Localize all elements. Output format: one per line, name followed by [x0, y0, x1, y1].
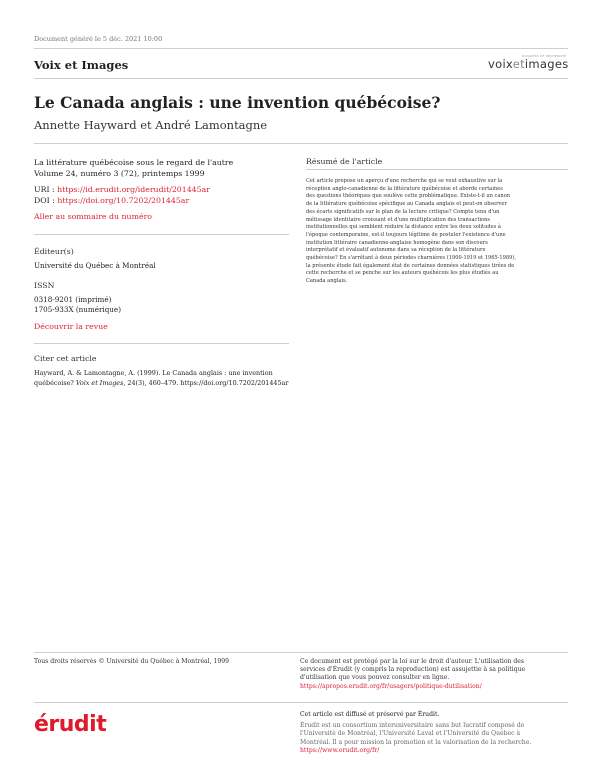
publisher-name: Université du Québec à Montréal	[34, 261, 156, 270]
copyright-notice: Ce document est protégé par la loi sur le droit d'auteur. L'utilisation des services d'Érudit (y compris la reproduction) est assujettie à sa politique d'utilisation que vous pouvez consulter en ligne. https://apropos.erudit.org/fr/usagers/politique-dutilisation/	[300, 658, 568, 691]
divider	[34, 48, 568, 49]
cite-heading: Citer cet article	[34, 354, 97, 363]
cite-section	[34, 354, 289, 388]
abstract-section	[306, 157, 568, 286]
policy-link[interactable]: https://apropos.erudit.org/fr/usagers/politique-dutilisation/	[300, 682, 482, 690]
erudit-logo[interactable]: érudit	[34, 712, 107, 737]
abstract-heading: Résumé de l'article	[306, 157, 383, 166]
rights-statement: Tous droits réservés © Université du Québec à Montréal, 1999	[34, 658, 230, 665]
article-title: Le Canada anglais : une invention québécoise?	[34, 93, 441, 112]
journal-logo[interactable]	[488, 54, 568, 72]
logo-tagline: DOSSIERS DE RECHERCHE	[522, 54, 566, 58]
issn-print: 0318-9201 (imprimé)	[34, 295, 112, 304]
divider	[306, 169, 568, 170]
divider	[34, 78, 568, 79]
divider	[34, 343, 289, 344]
volume-info: Volume 24, numéro 3 (72), printemps 1999	[34, 169, 205, 178]
divider	[34, 143, 568, 144]
uri-line: URI : https://id.erudit.org/iderudit/201445ar	[34, 185, 210, 194]
discover-journal-link[interactable]: Découvrir la revue	[34, 322, 108, 331]
doi-link[interactable]: https://doi.org/10.7202/201445ar	[57, 196, 190, 205]
publisher-section	[34, 247, 289, 271]
doi-line: DOI : https://doi.org/10.7202/201445ar	[34, 196, 190, 205]
toc-link[interactable]: Aller au sommaire du numéro	[34, 212, 152, 221]
erudit-heading: Cet article est diffusé et préservé par Érudit.	[300, 711, 440, 718]
logo-wordmark: voixetimages	[488, 57, 569, 71]
issue-info	[34, 157, 289, 222]
divider	[34, 652, 568, 653]
citation-text: Hayward, A. & Lamontagne, A. (1999). Le Canada anglais : une invention québécoise? Voix et Images, 24(3), 460–479. https://doi.org/10.7202/201445ar	[34, 369, 289, 387]
publisher-heading: Éditeur(s)	[34, 247, 74, 256]
article-authors: Annette Hayward et André Lamontagne	[34, 118, 268, 132]
uri-link[interactable]: https://id.erudit.org/iderudit/201445ar	[57, 185, 210, 194]
abstract-text: Cet article propose un aperçu d'une recherche qui se veut exhaustive sur la réception anglo-canadienne de la littérature québécoise et aborde certaines des questions théoriques que soulève cette problématique. Existe-t-il un canon de la littérature québécoise spécifique au Canada anglais et peut-on observer des écarts significatifs sur le plan de la lecture critique? Compte tenu d'un métissage identitaire croissant et d'une multiplication des transactions institutionnelles qui semblent réduire la distance entre les deux solitudes à l'époque contemporaine, est-il toujours légitime de postuler l'existence d'une institution littéraire canadienne-anglaise homogène dans son discours interprétatif et évaluatif autonome dans sa réception de la littérature québécoise? En s'arrêtant à deux périodes charnières (1900-1919 et 1965-1989), la présente étude fait également état de certaines données statistiques tirées de cette recherche et se penche sur les auteurs québécois les plus étudiés au Canada anglais.	[306, 178, 516, 285]
journal-name: Voix et Images	[34, 58, 129, 72]
generation-date: Document généré le 5 déc. 2021 10:00	[34, 35, 163, 43]
erudit-info: Cet article est diffusé et préservé par Érudit. Érudit est un consortium interuniversitaire sans but lucratif composé de l'Université de Montréal, l'Université Laval et l'Université du Québec à Montréal. Il a pour mission la promotion et la valorisation de la recherche. https://www.erudit.org/fr/	[300, 711, 568, 755]
issn-heading: ISSN	[34, 281, 55, 290]
divider	[34, 702, 568, 703]
divider	[34, 234, 289, 235]
issn-digital: 1705-933X (numérique)	[34, 305, 121, 314]
issn-section	[34, 281, 289, 332]
dossier-title: La littérature québécoise sous le regard de l'autre	[34, 158, 234, 167]
erudit-link[interactable]: https://www.erudit.org/fr/	[300, 746, 380, 754]
